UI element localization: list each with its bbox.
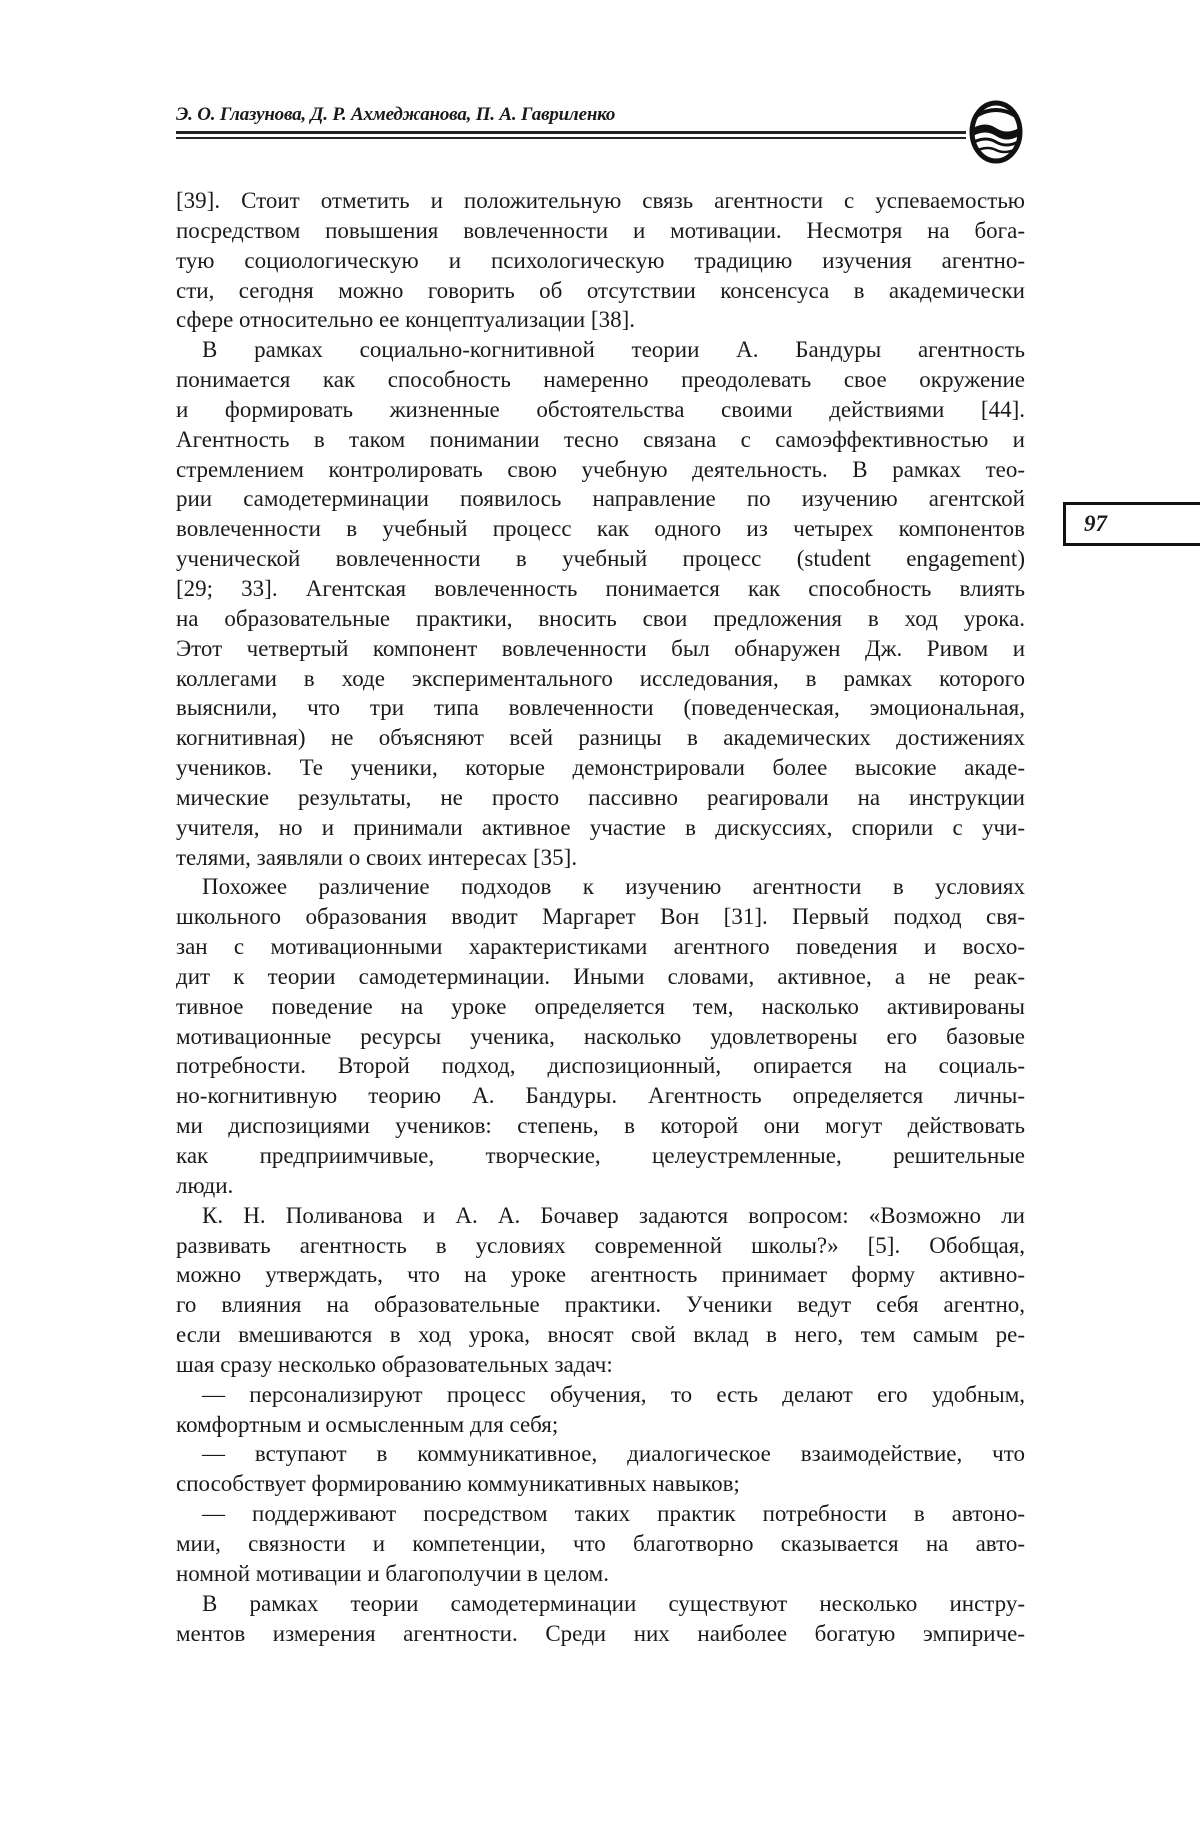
text-line: дит к теории самодетерминации. Иными словами, активное, а не реак- bbox=[176, 963, 1025, 989]
text-line: сти, сегодня можно говорить об отсутствии консенсуса в академически bbox=[176, 277, 1025, 303]
header-rule bbox=[176, 131, 966, 134]
text-line: В рамках теории самодетерминации существуют несколько инстру- bbox=[202, 1590, 1025, 1616]
paragraph bbox=[176, 335, 1025, 872]
text-line: люди. bbox=[176, 1172, 234, 1198]
text-line: выяснили, что три типа вовлеченности (поведенческая, эмоциональная, bbox=[176, 695, 1025, 721]
paragraph bbox=[176, 1380, 1025, 1440]
paragraph bbox=[176, 872, 1025, 1200]
text-line: — поддерживают посредством таких практик потребности в автоно- bbox=[202, 1501, 1025, 1527]
text-line: но-когнитивную теорию А. Бандуры. Агентность определяется личны- bbox=[176, 1083, 1025, 1109]
text-line: К. Н. Поливанова и А. А. Бочавер задаются вопросом: «Возможно ли bbox=[202, 1202, 1025, 1228]
text-line: учеников. Те ученики, которые демонстрировали более высокие акаде- bbox=[176, 755, 1025, 781]
running-head-authors: Э. О. Глазунова, Д. Р. Ахмеджанова, П. А. Гавриленко bbox=[176, 104, 616, 125]
paragraph bbox=[176, 1439, 1025, 1499]
text-line: тивное поведение на уроке определяется тем, насколько активированы bbox=[176, 993, 1025, 1019]
page-number: 97 bbox=[1084, 511, 1107, 536]
text-line: Похожее различение подходов к изучению агентности в условиях bbox=[202, 874, 1025, 900]
text-line: номной мотивации и благополучии в целом. bbox=[176, 1560, 609, 1586]
text-line: ментов измерения агентности. Среди них наиболее богатую эмпириче- bbox=[176, 1620, 1025, 1646]
text-line: мотивационные ресурсы ученика, насколько удовлетворены его базовые bbox=[176, 1023, 1025, 1049]
text-line: — вступают в коммуникативное, диалогическое взаимодействие, что bbox=[202, 1441, 1025, 1467]
paragraph bbox=[176, 186, 1025, 335]
paragraph bbox=[176, 1201, 1025, 1380]
text-line: на образовательные практики, вносить свои предложения в ход урока. bbox=[176, 605, 1025, 631]
text-line: тую социологическую и психологическую традицию изучения агентно- bbox=[176, 247, 1025, 273]
text-line: можно утверждать, что на уроке агентность принимает форму активно- bbox=[176, 1262, 1025, 1288]
header-rule bbox=[176, 137, 966, 139]
text-line: мии, связности и компетенции, что благотворно сказывается на авто- bbox=[176, 1530, 1025, 1556]
text-line: и формировать жизненные обстоятельства своими действиями [44]. bbox=[176, 396, 1025, 422]
text-line: шая сразу несколько образовательных задач: bbox=[176, 1351, 613, 1377]
text-line: В рамках социально-когнитивной теории А. Бандуры агентность bbox=[202, 337, 1025, 363]
text-line: школьного образования вводит Маргарет Вон [31]. Первый подход свя- bbox=[176, 904, 1025, 930]
text-line: ученической вовлеченности в учебный процесс (student engagement) bbox=[176, 546, 1025, 572]
text-line: развивать агентность в условиях современной школы?» [5]. Обобщая, bbox=[176, 1232, 1025, 1258]
text-line: зан с мотивационными характеристиками агентного поведения и восхо- bbox=[176, 934, 1025, 960]
text-line: сфере относительно ее концептуализации [38]. bbox=[176, 307, 635, 333]
text-line: если вмешиваются в ход урока, вносят свой вклад в него, тем самым ре- bbox=[176, 1322, 1025, 1348]
text-line: когнитивная) не объясняют всей разницы в академических достижениях bbox=[176, 725, 1025, 751]
journal-logo-icon bbox=[966, 100, 1026, 164]
page-number-box bbox=[1063, 502, 1200, 546]
text-line: способствует формированию коммуникативных навыков; bbox=[176, 1471, 740, 1497]
text-line: мические результаты, не просто пассивно реагировали на инструкции bbox=[176, 784, 1025, 810]
text-line: потребности. Второй подход, диспозиционный, опирается на социаль- bbox=[176, 1053, 1025, 1079]
paragraph bbox=[176, 1499, 1025, 1589]
text-line: как предприимчивые, творческие, целеустремленные, решительные bbox=[176, 1143, 1025, 1168]
text-line: [29; 33]. Агентская вовлеченность понимается как способность влиять bbox=[176, 575, 1025, 601]
text-line: коллегами в ходе экспериментального исследования, в рамках которого bbox=[176, 665, 1025, 691]
text-line: [39]. Стоит отметить и положительную связь агентности с успеваемостью bbox=[176, 188, 1025, 213]
text-line: посредством повышения вовлеченности и мотивации. Несмотря на бога- bbox=[176, 217, 1025, 243]
text-line: вовлеченности в учебный процесс как одного из четырех компонентов bbox=[176, 516, 1025, 542]
article-body bbox=[176, 186, 1025, 1648]
text-line: ми диспозициями учеников: степень, в которой они могут действовать bbox=[176, 1113, 1025, 1139]
text-line: Этот четвертый компонент вовлеченности был обнаружен Дж. Ривом и bbox=[176, 635, 1025, 661]
text-line: учителя, но и принимали активное участие в дискуссиях, спорили с учи- bbox=[176, 814, 1025, 840]
text-line: Агентность в таком понимании тесно связана с самоэффективностью и bbox=[176, 426, 1025, 452]
text-line: понимается как способность намеренно преодолевать свое окружение bbox=[176, 367, 1025, 393]
text-line: го влияния на образовательные практики. Ученики ведут себя агентно, bbox=[176, 1292, 1025, 1318]
text-line: стремлением контролировать свою учебную деятельность. В рамках тео- bbox=[176, 456, 1025, 482]
text-line: — персонализируют процесс обучения, то есть делают его удобным, bbox=[202, 1381, 1025, 1407]
text-line: рии самодетерминации появилось направление по изучению агентской bbox=[176, 486, 1025, 512]
text-line: комфортным и осмысленным для себя; bbox=[176, 1411, 559, 1437]
text-line: телями, заявляли о своих интересах [35]. bbox=[176, 844, 578, 870]
paragraph bbox=[176, 1589, 1025, 1649]
